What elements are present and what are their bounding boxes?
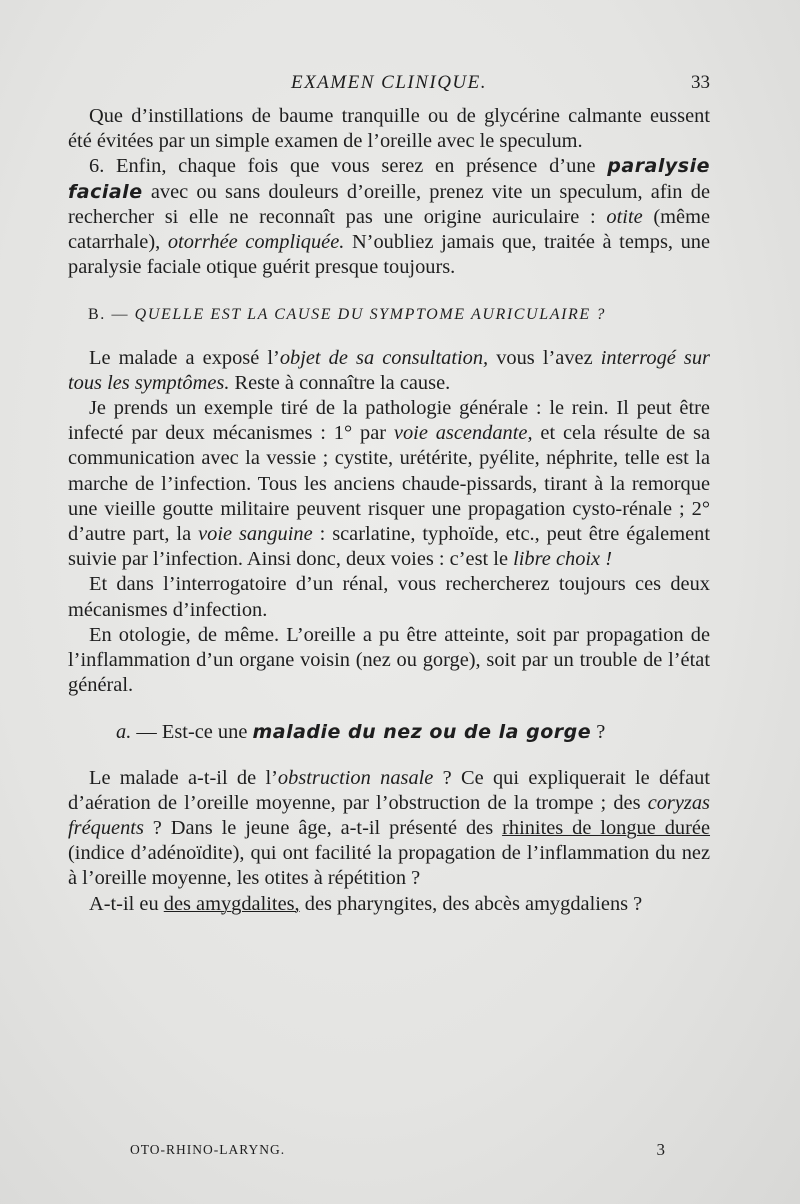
paragraph-1-text: Que d’instillations de baume tranquille ou de glycérine calmante eussent été évitées par un simple examen de l’oreille avec le speculum. — [68, 105, 710, 153]
page-body — [68, 104, 710, 917]
subsection-heading-a-end: ? — [591, 721, 606, 744]
subsection-heading-a-dash: — Est-ce une — [131, 721, 253, 744]
paragraph-6-text: En otologie, de même. L’oreille a pu être atteinte, soit par propagation de l’inflammation d’un organe voisin (nez ou gorge), soit par un trouble de l’état général. — [68, 623, 710, 697]
subsection-heading-a — [68, 720, 710, 745]
term-otite: otite — [606, 205, 643, 228]
underlined-amygdalites: des amygdalites, — [163, 892, 300, 915]
term-interroge-symptomes: interrogé sur tous les symptômes. — [68, 346, 710, 394]
term-coryzas-frequents: coryzas fréquents — [68, 791, 710, 840]
term-objet-consultation: objet de sa consultation, — [279, 346, 489, 369]
p2-text-c: avec ou sans douleurs d’oreille, prenez vite un speculum, afin de rechercher si elle ne reconnaît pas une origine auriculaire : — [68, 180, 710, 228]
p4-text-e: : scarlatine, typhoïde, etc., peut être également suivie par l’infection. Ainsi donc, deux voies : c’est le — [68, 523, 711, 571]
page-header — [68, 72, 710, 98]
paragraph-6 — [68, 623, 710, 699]
running-title: EXAMEN CLINIQUE. — [290, 72, 488, 93]
p7-text-a: Le malade a-t-il de l’ — [89, 766, 278, 789]
sheet-number: 3 — [656, 1140, 665, 1159]
p7-text-h: de l’inflammation — [501, 842, 650, 865]
underlined-rhinites: rhinites de longue durée — [502, 817, 711, 840]
p4-text-c: et cela résulte de sa communication avec la vessie ; cystite, urétérite, pyélite, néphrite, telle est la marche de l’infection. Tous les anciens chaude-pissards, tirant à la remorque une vieille goutte militaire peuvent risquer une propagation cysto-rénale ; 2° d’autre part, la — [68, 422, 710, 546]
p2-text-g: N’oubliez jamais que, traitée à temps, une paralysie faciale otique guérit presque toujours. — [68, 231, 711, 279]
term-otorrhee-compliquee: otorrhée compliquée. — [167, 231, 345, 254]
section-heading-b — [68, 302, 710, 327]
paragraph-2 — [68, 154, 710, 280]
p7-text-g: (indice d’adénoïdite), qui ont facilité la propagation — [68, 842, 502, 865]
subsection-heading-a-bold: maladie du nez ou de la gorge — [252, 721, 592, 744]
p3-text-e: Reste à connaître la cause. — [229, 371, 451, 394]
paragraph-5 — [68, 572, 710, 622]
p8-text-a: A-t-il eu — [89, 892, 164, 915]
printer-signature: OTO-RHINO-LARYNG. — [130, 1142, 286, 1157]
paragraph-8 — [68, 892, 710, 917]
term-libre-choix: libre choix ! — [513, 548, 612, 571]
paragraph-5-text: Et dans l’interrogatoire d’un rénal, vous rechercherez toujours ces deux mécanismes d’infection. — [68, 573, 710, 621]
term-paralysie-faciale: paralysie faciale — [68, 155, 710, 203]
p4-text-a: Je prends un exemple tiré de la pathologie générale : le rein. Il peut être infecté par deux mécanismes : 1° par — [68, 397, 710, 445]
page-number: 33 — [691, 72, 710, 93]
p8-text-c: des pharyngites, des abcès amygdaliens ? — [299, 892, 643, 915]
term-obstruction-nasale: obstruction nasale — [277, 766, 434, 789]
p7-text-c: ? Ce qui expliquerait le défaut d’aération de l’oreille moyenne, par l’obstruction de la trompe ; des — [68, 766, 710, 814]
p2-text-a: 6. Enfin, chaque fois que vous serez en présence d’une — [89, 155, 608, 178]
p2-text-e: (même catarrhale), — [68, 205, 710, 254]
paragraph-4 — [68, 396, 710, 572]
subsection-heading-a-label: a. — [116, 721, 132, 744]
paragraph-1 — [68, 104, 710, 154]
p3-text-c: vous l’avez — [488, 346, 601, 369]
paragraph-7 — [68, 766, 710, 892]
section-heading-b-label: B. — — [88, 306, 135, 324]
section-heading-b-text: QUELLE EST LA CAUSE DU SYMPTOME AURICULAIRE ? — [134, 306, 606, 324]
term-voie-ascendante: voie ascendante, — [393, 422, 533, 445]
term-voie-sanguine: voie sanguine — [198, 523, 313, 546]
paragraph-3 — [68, 346, 710, 396]
p7-text-e: ? Dans le jeune âge, a-t-il présenté des — [143, 817, 503, 840]
p7-text-i: du nez à l’oreille moyenne, les otites à répétition ? — [68, 842, 710, 890]
page-footer — [130, 1142, 665, 1162]
p3-text-a: Le malade a exposé l’ — [89, 346, 280, 369]
